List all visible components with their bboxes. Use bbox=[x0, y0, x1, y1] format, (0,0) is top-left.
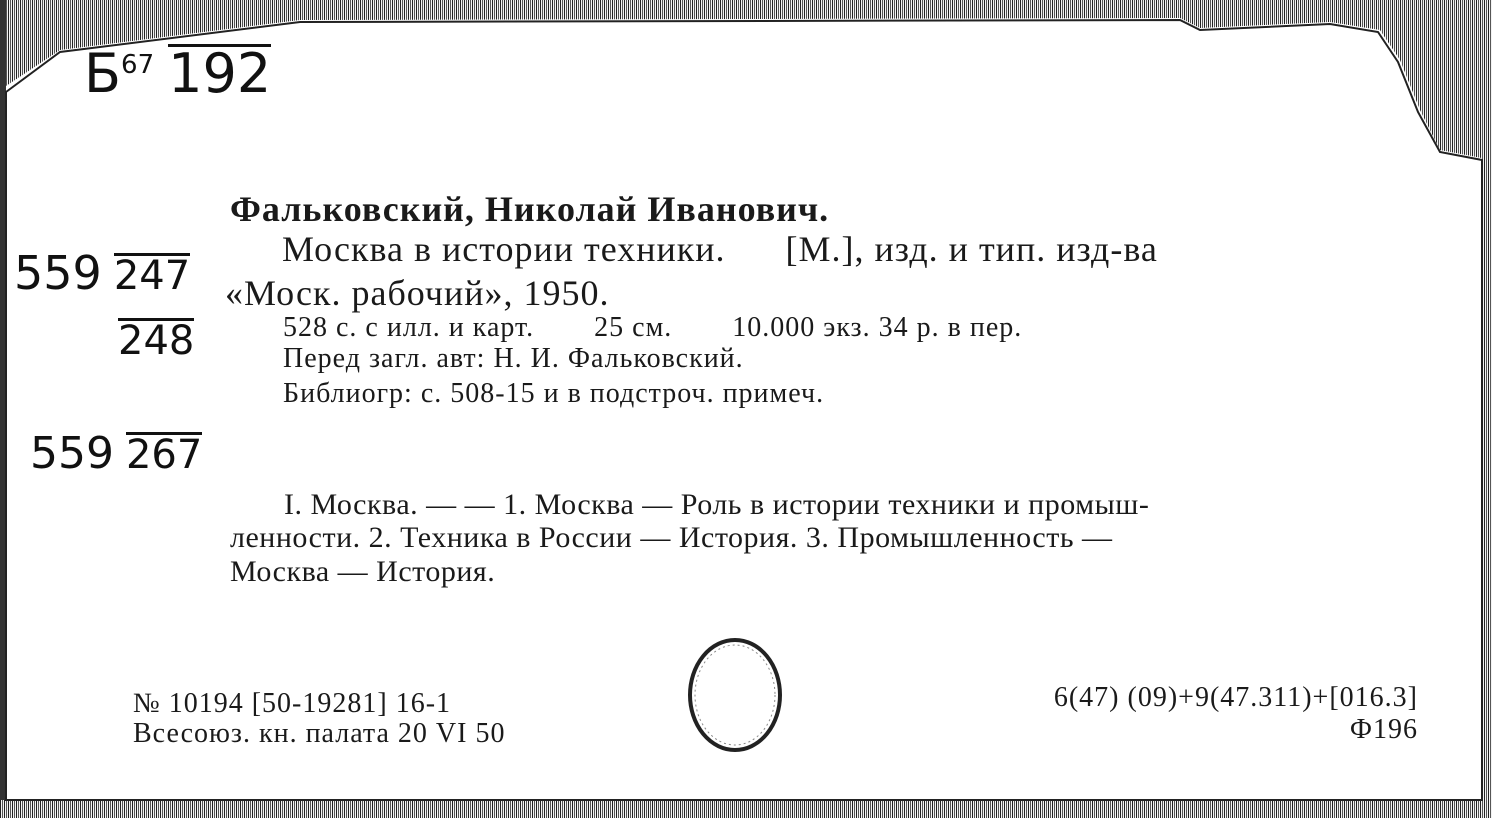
author-note: Перед загл. авт: Н. И. Фальковский. bbox=[283, 343, 744, 374]
book-title: Москва в истории техники. bbox=[282, 229, 726, 269]
author-sign: Ф196 bbox=[1349, 714, 1418, 745]
subject-line-3: Москва — История. bbox=[230, 555, 496, 588]
handwritten-shelfmark-c bbox=[30, 428, 202, 479]
shelfmark-number: 247 bbox=[113, 253, 191, 299]
shelfmark-number: 192 bbox=[168, 42, 272, 105]
handwritten-shelfmark-top bbox=[84, 42, 271, 105]
dimensions: 25 см. bbox=[594, 312, 673, 343]
classification-index: 6(47) (09)+9(47.311)+[016.3] bbox=[1053, 682, 1418, 713]
shelfmark-prefix: 559 bbox=[14, 246, 102, 300]
handwritten-shelfmark-b bbox=[118, 318, 194, 364]
handwritten-shelfmark-a bbox=[14, 246, 190, 300]
shelfmark-number: 267 bbox=[125, 432, 203, 478]
card-number: № 10194 [50-19281] 16-1 bbox=[133, 688, 452, 719]
shelfmark-number: 248 bbox=[118, 318, 195, 364]
author-heading: Фальковский, Николай Иванович. bbox=[230, 189, 830, 229]
shelfmark-sup: 67 bbox=[121, 50, 155, 80]
shelfmark-prefix: Б bbox=[84, 42, 122, 105]
shelfmark-prefix: 559 bbox=[30, 428, 114, 479]
title-line-2: «Моск. рабочий», 1950. bbox=[225, 273, 610, 313]
subject-line-2: ленности. 2. Техника в России — История. 3. Промышленность — bbox=[230, 521, 1113, 554]
bibliography-note: Библиогр: с. 508-15 и в подстроч. примеч. bbox=[283, 378, 825, 409]
pagination: 528 с. с илл. и карт. bbox=[283, 312, 535, 343]
copies-price: 10.000 экз. 34 р. в пер. bbox=[732, 312, 1023, 343]
chamber-stamp: Всесоюз. кн. палата 20 VI 50 bbox=[133, 718, 506, 749]
title-line-1 bbox=[282, 228, 1158, 270]
imprint-publisher: [М.], изд. и тип. изд-ва bbox=[785, 229, 1158, 269]
physical-description bbox=[283, 312, 1022, 344]
subject-line-1: I. Москва. — — 1. Москва — Роль в истории техники и промыш- bbox=[284, 488, 1150, 521]
